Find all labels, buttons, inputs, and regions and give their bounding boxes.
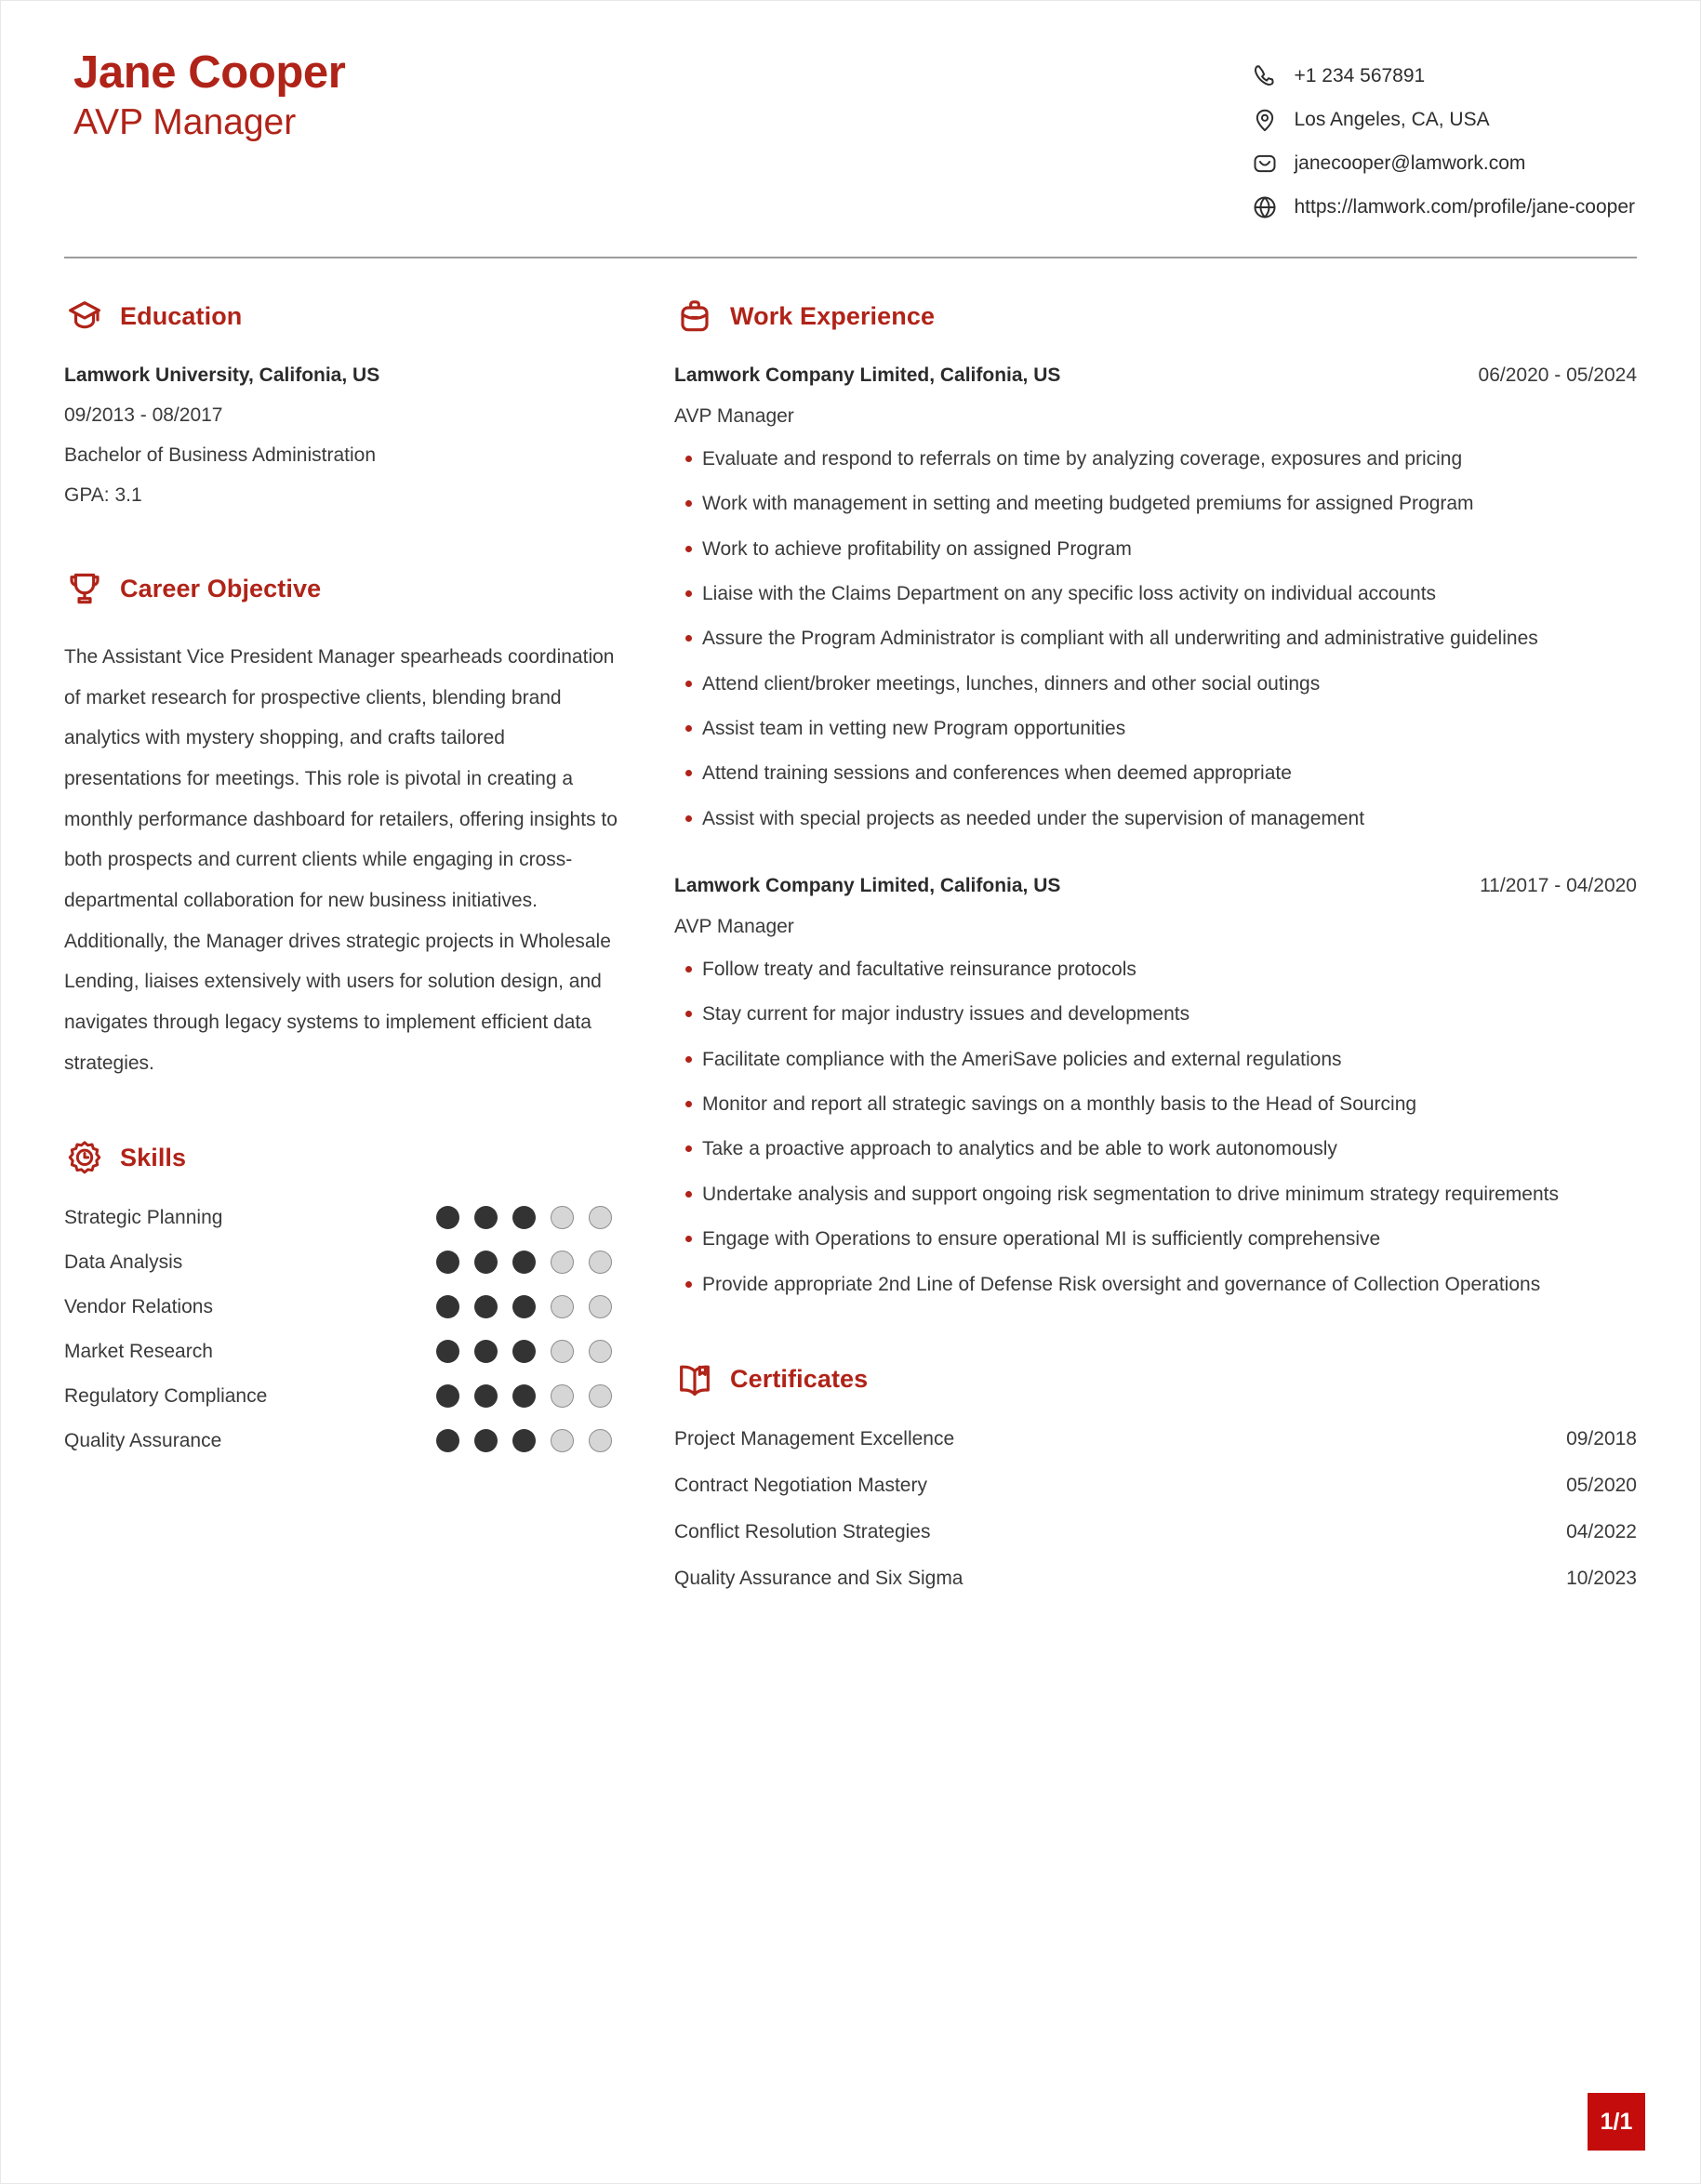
education-degree: Bachelor of Business Administration [64,444,377,466]
certificate-date: 09/2018 [1566,1427,1637,1449]
skill-dot-filled [512,1429,536,1452]
globe-icon [1251,193,1279,221]
certificate-name: Contract Negotiation Mastery [674,1474,927,1496]
skill-dot-filled [512,1295,536,1318]
job-bullet: Assist team in vetting new Program opportunities [674,716,1637,742]
skills-section [64,1137,622,1452]
job-bullet: Evaluate and respond to referrals on time by analyzing coverage, exposures and pricing [674,446,1637,472]
left-column [64,296,622,1590]
job-organization: Lamwork Company Limited, Califonia, US [674,364,1061,386]
skill-dot-filled [436,1206,459,1229]
skills-section-header [64,1137,622,1178]
phone-icon [1251,62,1279,90]
skill-dot-filled [474,1251,498,1274]
job-bullet: Work to achieve profitability on assigned Program [674,536,1637,563]
gear-clock-icon [64,1137,105,1178]
skill-row [64,1384,622,1408]
skill-level-dots [436,1340,622,1363]
skills-section-title: Skills [120,1143,187,1171]
page-title: Jane Cooper [73,47,346,98]
spacer [674,838,1637,875]
contact-website[interactable] [1251,193,1636,221]
skill-dot-filled [474,1429,498,1452]
right-column [674,296,1637,1590]
certificate-name: Conflict Resolution Strategies [674,1520,931,1542]
certificates-list [674,1428,1637,1590]
job-bullet-list [674,446,1637,832]
skill-dot-empty [551,1340,574,1363]
skill-name: Strategic Planning [64,1206,223,1228]
skill-level-dots [436,1429,622,1452]
contact-location [1251,106,1636,134]
job-bullet: Engage with Operations to ensure operational MI is sufficiently comprehensive [674,1226,1637,1252]
skill-name: Vendor Relations [64,1295,213,1317]
certificate-row [674,1428,1637,1450]
contact-list [1251,47,1638,221]
certificate-date: 10/2023 [1566,1567,1637,1589]
spacer [64,507,622,568]
education-section [64,296,622,507]
certificates-section [674,1359,1637,1590]
education-organization: Lamwork University, Califonia, US [64,364,380,386]
skill-dot-filled [474,1384,498,1408]
contact-phone-value: +1 234 567891 [1294,65,1426,86]
skill-dot-empty [551,1251,574,1274]
skill-dot-filled [436,1340,459,1363]
career-objective-section [64,568,622,1083]
trophy-icon [64,568,105,609]
certificate-name: Quality Assurance and Six Sigma [674,1567,963,1589]
identity-block [64,47,345,145]
skill-level-dots [436,1384,622,1408]
skill-dot-filled [436,1429,459,1452]
job-bullet: Facilitate compliance with the AmeriSave policies and external regulations [674,1047,1637,1073]
skill-dot-empty [589,1429,612,1452]
job-bullet: Stay current for major industry issues and developments [674,1001,1637,1027]
job-bullet: Follow treaty and facultative reinsurance protocols [674,957,1637,983]
contact-email-value: janecooper@lamwork.com [1294,152,1526,174]
skills-list [64,1206,622,1452]
skill-level-dots [436,1295,622,1318]
skill-level-dots [436,1206,622,1229]
job-entry [674,364,1637,832]
job-bullet-list [674,957,1637,1298]
contact-location-value: Los Angeles, CA, USA [1294,109,1490,130]
resume-header [64,34,1637,221]
career-objective-text: The Assistant Vice President Manager spearheads coordination of market research for prospective clients, blending brand analytics with mystery shopping, and crafts tailored presentations for meetings. This role is pivotal in creating a monthly performance dashboard for retailers, offering insights to both prospects and current clients while engaging in cross-departmental collaboration for new business initiatives. Additionally, the Manager drives strategic projects in Wholesale Lending, liaises extensively with users for solution design, and navigates through legacy systems to implement efficient data strategies. [64,646,618,1074]
job-entry [674,875,1637,1298]
skill-dot-empty [589,1384,612,1408]
certificate-name: Project Management Excellence [674,1427,955,1449]
skill-dot-filled [512,1340,536,1363]
skill-dot-filled [474,1340,498,1363]
skill-dot-empty [551,1384,574,1408]
job-bullet: Undertake analysis and support ongoing risk segmentation to drive minimum strategy requirements [674,1182,1637,1208]
jobs-list [674,364,1637,1298]
location-icon [1251,106,1279,134]
certificate-date: 04/2022 [1566,1520,1637,1542]
skill-dot-empty [551,1295,574,1318]
skill-dot-empty [589,1295,612,1318]
open-book-icon [674,1359,715,1400]
skill-dot-empty [589,1340,612,1363]
certificates-section-title: Certificates [730,1365,869,1394]
skill-row [64,1340,622,1363]
skill-dot-filled [474,1206,498,1229]
skill-dot-filled [512,1384,536,1408]
job-bullet: Take a proactive approach to analytics and be able to work autonomously [674,1136,1637,1162]
contact-phone[interactable] [1251,62,1636,90]
job-bullet: Liaise with the Claims Department on any specific loss activity on individual accounts [674,581,1637,607]
skill-row [64,1251,622,1274]
job-dates: 06/2020 - 05/2024 [1478,364,1637,386]
job-role: AVP Manager [674,405,794,427]
job-bullet: Work with management in setting and meeting budgeted premiums for assigned Program [674,491,1637,517]
education-dates: 09/2013 - 08/2017 [64,404,223,426]
skill-dot-empty [551,1429,574,1452]
skill-row [64,1295,622,1318]
skill-dot-empty [551,1206,574,1229]
work-experience-section [674,296,1637,1298]
skill-dot-filled [436,1384,459,1408]
contact-email[interactable] [1251,150,1636,178]
skill-dot-filled [436,1251,459,1274]
job-bullet: Provide appropriate 2nd Line of Defense Risk oversight and governance of Collection Operations [674,1272,1637,1298]
skill-dot-empty [589,1251,612,1274]
job-organization: Lamwork Company Limited, Califonia, US [674,875,1061,897]
job-bullet: Attend training sessions and conferences when deemed appropriate [674,761,1637,787]
career-objective-section-title: Career Objective [120,574,322,602]
career-objective-section-header [64,568,622,609]
certificate-date: 05/2020 [1566,1474,1637,1496]
spacer [674,1304,1637,1359]
email-icon [1251,150,1279,178]
certificate-row [674,1521,1637,1543]
job-bullet: Assist with special projects as needed under the supervision of management [674,806,1637,832]
job-bullet: Assure the Program Administrator is compliant with all underwriting and administrative guidelines [674,626,1637,652]
job-header [674,875,1637,897]
education-section-title: Education [120,301,243,330]
job-header [674,364,1637,387]
certificate-row [674,1475,1637,1497]
certificate-row [674,1568,1637,1590]
work-experience-section-title: Work Experience [730,301,936,330]
work-experience-section-header [674,296,1637,337]
job-role: AVP Manager [674,916,794,938]
skill-level-dots [436,1251,622,1274]
skill-row [64,1429,622,1452]
skill-name: Quality Assurance [64,1429,222,1451]
spacer [64,1083,622,1137]
job-dates: 11/2017 - 04/2020 [1480,875,1637,897]
skill-dot-empty [589,1206,612,1229]
skill-dot-filled [512,1251,536,1274]
education-gpa: GPA: 3.1 [64,484,142,506]
skill-dot-filled [512,1206,536,1229]
skill-dot-filled [474,1295,498,1318]
certificates-section-header [674,1359,1637,1400]
headline-job-title: AVP Manager [73,101,297,142]
job-bullet: Attend client/broker meetings, lunches, dinners and other social outings [674,671,1637,697]
page-indicator-badge: 1/1 [1588,2093,1645,2151]
skill-name: Regulatory Compliance [64,1384,268,1407]
contact-website-value: https://lamwork.com/profile/jane-cooper [1294,196,1635,218]
skill-row [64,1206,622,1229]
briefcase-icon [674,296,715,337]
graduation-cap-icon [64,296,105,337]
skill-name: Market Research [64,1340,213,1362]
education-section-header [64,296,622,337]
skill-dot-filled [436,1295,459,1318]
skill-name: Data Analysis [64,1251,183,1273]
job-bullet: Monitor and report all strategic savings on a monthly basis to the Head of Sourcing [674,1092,1637,1118]
